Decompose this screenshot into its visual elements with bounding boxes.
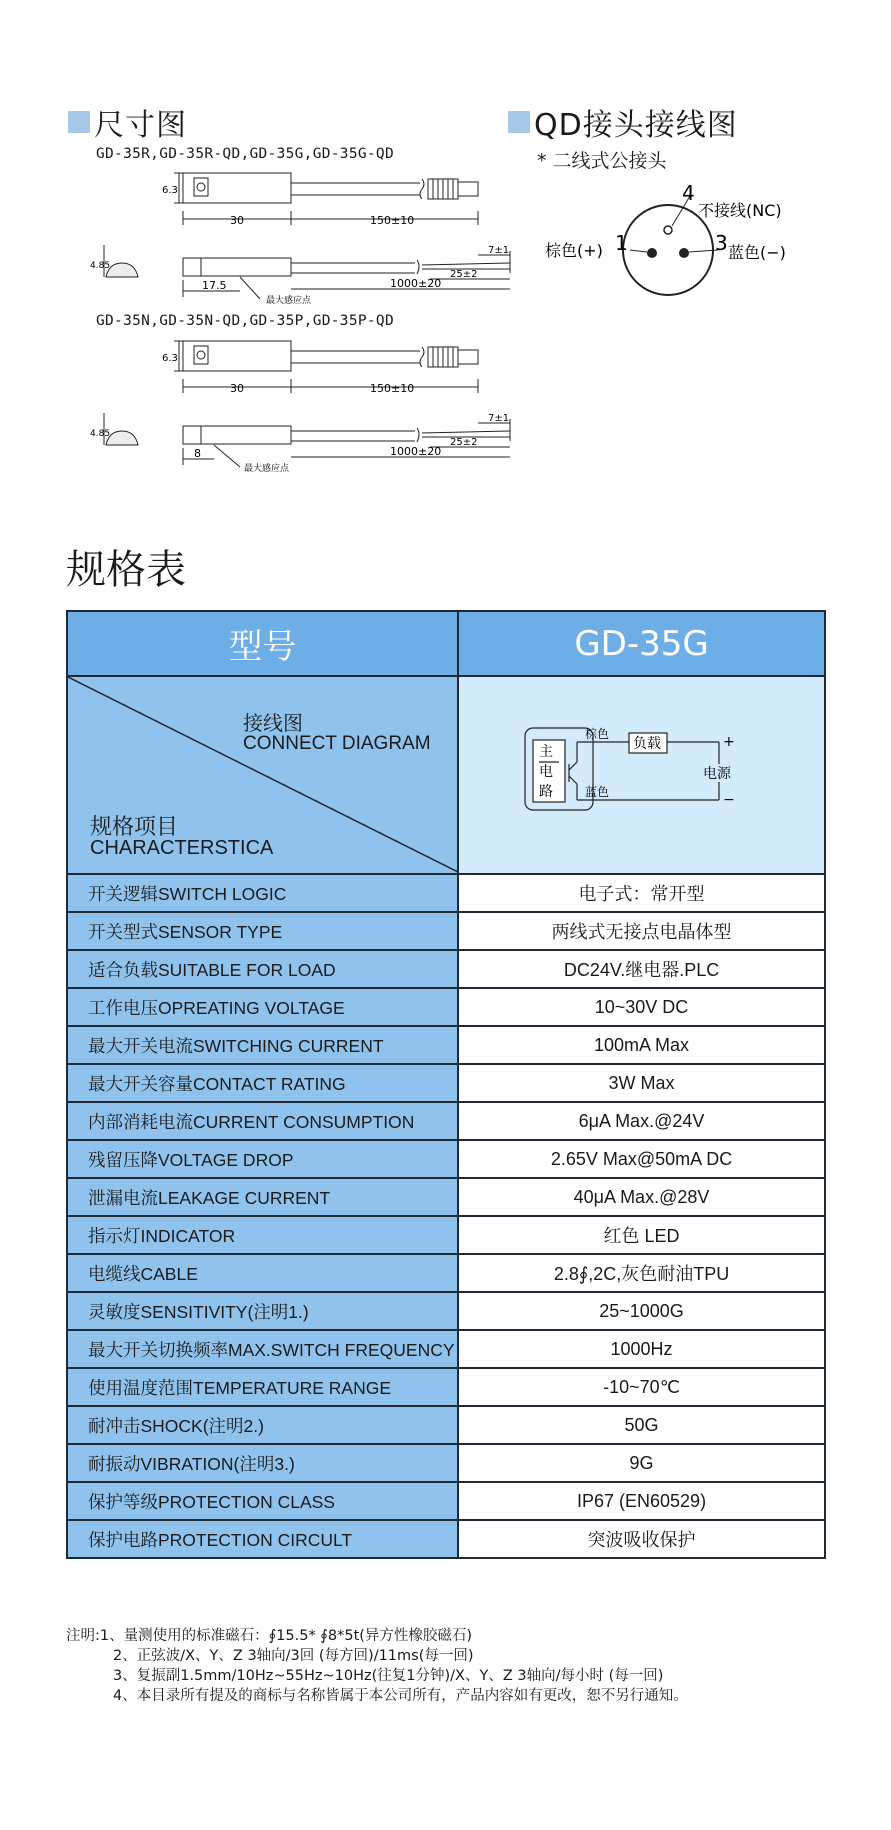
circuit-brown-label: 棕色: [585, 727, 610, 741]
dim-cable: 1000±20: [390, 277, 442, 290]
spec-value: 6μA Max.@24V: [458, 1102, 825, 1140]
table-row: [67, 1102, 825, 1140]
table-row: [67, 1064, 825, 1102]
title-square-icon: [68, 111, 90, 133]
table-row: [67, 874, 825, 912]
dim-thickness: 4.85: [90, 261, 111, 271]
note-line: 3、复振副1.5mm/10Hz~55Hz~10Hz(往复1分钟)/X、Y、Z 3轴向/每小时 (每一回): [113, 1668, 664, 1684]
table-row: [67, 1330, 825, 1368]
dim-height: 6.3: [162, 353, 178, 364]
pin4-label: 不接线(NC): [698, 201, 782, 220]
characteristic-label-cn: 规格项目: [90, 815, 179, 840]
table-row: [67, 1178, 825, 1216]
spec-value: 9G: [458, 1444, 825, 1482]
circuit-source-label: 电源: [703, 766, 732, 782]
pin3-label: 蓝色(−): [728, 243, 786, 262]
spec-label: 指示灯INDICATOR: [67, 1216, 458, 1254]
table-row: [67, 1216, 825, 1254]
circuit-plus-label: +: [723, 734, 735, 750]
diagram-corner-cell: [67, 676, 458, 874]
table-row: [67, 1292, 825, 1330]
dim-sense-pos: 8: [194, 447, 201, 460]
circuit-blue-label: 蓝色: [585, 785, 610, 799]
note-line: 4、本目录所有提及的商标与名称皆属于本公司所有，产品内容如有更改，恕不另行通知。: [113, 1688, 688, 1704]
header-model-value: GD-35G: [458, 611, 825, 676]
pin3-number: 3: [715, 231, 728, 255]
spec-value: 电子式：常开型: [458, 874, 825, 912]
spec-label: 耐冲击SHOCK(注明2.): [67, 1406, 458, 1444]
header-model-label: 型号: [67, 611, 458, 676]
spec-value: 突波吸收保护: [458, 1520, 825, 1558]
spec-value: 两线式无接点电晶体型: [458, 912, 825, 950]
spec-value: 100mA Max: [458, 1026, 825, 1064]
qd-subtitle: * 二线式公接头: [537, 150, 667, 172]
spec-label: 残留压降VOLTAGE DROP: [67, 1140, 458, 1178]
circuit-diagram: [519, 722, 779, 832]
table-row: [67, 1444, 825, 1482]
spec-label: 保护电路PROTECTION CIRCULT: [67, 1520, 458, 1558]
dim-sense-label: 最大感应点: [266, 296, 312, 306]
dim-body-len: 30: [230, 214, 244, 227]
circuit-minus-label: −: [723, 792, 735, 808]
pin1-number: 1: [615, 231, 628, 255]
table-row: [67, 1406, 825, 1444]
table-row: [67, 912, 825, 950]
spec-value: IP67 (EN60529): [458, 1482, 825, 1520]
dim-strip: 25±2: [450, 269, 478, 280]
spec-label: 开关逻辑SWITCH LOGIC: [67, 874, 458, 912]
diagram-label-en: CONNECT DIAGRAM: [243, 733, 431, 754]
spec-value: 40μA Max.@28V: [458, 1178, 825, 1216]
model-group-1: GD-35R,GD-35R-QD,GD-35G,GD-35G-QD: [96, 146, 394, 162]
characteristic-label-en: CHARACTERSTICA: [90, 837, 274, 859]
table-row: [67, 950, 825, 988]
dim-cable: 1000±20: [390, 445, 442, 458]
spec-value: 3W Max: [458, 1064, 825, 1102]
table-row: [67, 1368, 825, 1406]
spec-value: 10~30V DC: [458, 988, 825, 1026]
circuit-main-1: 主: [539, 744, 554, 760]
dim-sense-label: 最大感应点: [244, 464, 290, 474]
spec-value: 2.8∮,2C,灰色耐油TPU: [458, 1254, 825, 1292]
dim-strip: 25±2: [450, 437, 478, 448]
spec-label: 耐振动VIBRATION(注明3.): [67, 1444, 458, 1482]
model-group-2: GD-35N,GD-35N-QD,GD-35P,GD-35P-QD: [96, 313, 394, 329]
spec-value: -10~70℃: [458, 1368, 825, 1406]
spec-label: 内部消耗电流CURRENT CONSUMPTION: [67, 1102, 458, 1140]
spec-label: 泄漏电流LEAKAGE CURRENT: [67, 1178, 458, 1216]
dim-end: 7±1: [488, 245, 510, 256]
spec-value: 25~1000G: [458, 1292, 825, 1330]
spec-title: 规格表: [66, 547, 186, 593]
dim-end: 7±1: [488, 413, 510, 424]
circuit-main-3: 路: [539, 784, 554, 800]
note-line: 2、正弦波/X、Y、Z 3轴向/3回 (每方回)/11ms(每一回): [113, 1648, 474, 1664]
dimension-drawing-2: [90, 333, 530, 478]
diagram-row: [67, 676, 825, 874]
pin1-label: 棕色(+): [545, 241, 603, 260]
title-square-icon: [508, 111, 530, 133]
table-header-row: [67, 611, 825, 676]
table-row: [67, 1140, 825, 1178]
circuit-load-label: 负载: [633, 736, 662, 752]
qd-pin-diagram: [530, 178, 860, 318]
dim-thickness: 4.85: [90, 429, 111, 439]
dimension-drawing-1: [90, 165, 530, 310]
spec-label: 最大开关容量CONTACT RATING: [67, 1064, 458, 1102]
table-row: [67, 1026, 825, 1064]
circuit-main-2: 电: [539, 764, 554, 780]
note-line: 注明:1、量测使用的标准磁石：∮15.5* ∮8*5t(异方性橡胶磁石): [66, 1628, 473, 1644]
dimension-section-title: 尺寸图: [68, 100, 187, 144]
qd-section-title: QD接头接线图: [508, 100, 738, 144]
spec-label: 适合负载SUITABLE FOR LOAD: [67, 950, 458, 988]
dim-height: 6.3: [162, 185, 178, 196]
spec-label: 最大开关切换频率MAX.SWITCH FREQUENCY: [67, 1330, 458, 1368]
spec-value: 50G: [458, 1406, 825, 1444]
spec-table: [66, 610, 826, 1559]
spec-label: 保护等级PROTECTION CLASS: [67, 1482, 458, 1520]
table-row: [67, 1520, 825, 1558]
spec-label: 工作电压OPREATING VOLTAGE: [67, 988, 458, 1026]
spec-label: 使用温度范围TEMPERATURE RANGE: [67, 1368, 458, 1406]
spec-label: 最大开关电流SWITCHING CURRENT: [67, 1026, 458, 1064]
table-row: [67, 988, 825, 1026]
table-row: [67, 1254, 825, 1292]
spec-value: 2.65V Max@50mA DC: [458, 1140, 825, 1178]
spec-label: 灵敏度SENSITIVITY(注明1.): [67, 1292, 458, 1330]
connect-diagram-cell: [458, 676, 825, 874]
diagram-label-cn: 接线图: [243, 711, 303, 735]
spec-value: 红色 LED: [458, 1216, 825, 1254]
dim-cable-qd: 150±10: [370, 214, 415, 227]
spec-value: 1000Hz: [458, 1330, 825, 1368]
dim-body-len: 30: [230, 382, 244, 395]
spec-label: 电缆线CABLE: [67, 1254, 458, 1292]
spec-label: 开关型式SENSOR TYPE: [67, 912, 458, 950]
table-row: [67, 1482, 825, 1520]
dim-cable-qd: 150±10: [370, 382, 415, 395]
notes: [66, 1626, 688, 1706]
spec-value: DC24V.继电器.PLC: [458, 950, 825, 988]
dim-sense-pos: 17.5: [202, 279, 227, 292]
pin4-number: 4: [682, 181, 695, 205]
